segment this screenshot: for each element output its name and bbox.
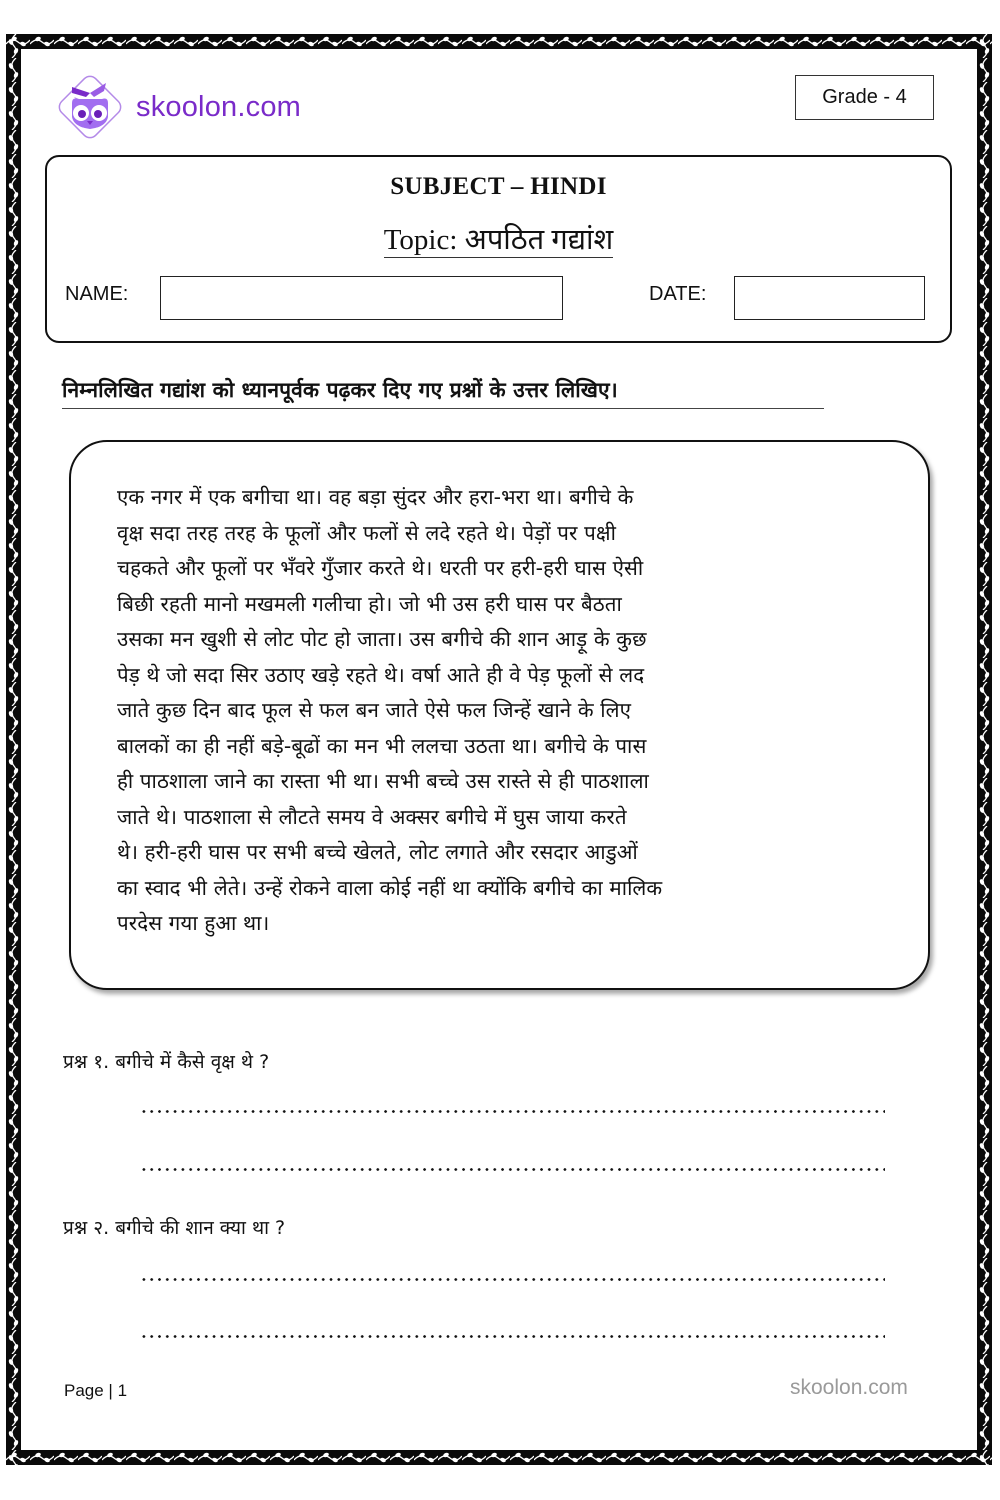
- passage-line: चहकते और फूलों पर भँवरे गुँजार करते थे। धरती पर हरी-हरी घास ऐसी: [117, 556, 644, 580]
- passage-box: [69, 440, 930, 990]
- answer-line-1a[interactable]: [140, 1110, 885, 1114]
- passage-line: एक नगर में एक बगीचा था। वह बड़ा सुंदर और हरा-भरा था। बगीचे के: [117, 485, 634, 509]
- name-label: NAME:: [65, 283, 129, 305]
- date-field[interactable]: [734, 276, 925, 320]
- name-field[interactable]: [160, 276, 563, 320]
- passage-line: थे। हरी-हरी घास पर सभी बच्चे खेलते, लोट लगाते और रसदार आडुओं: [117, 840, 638, 864]
- question-2: प्रश्न २. बगीचे की शान क्या था ?: [63, 1217, 286, 1239]
- grade-badge: Grade - 4: [795, 75, 934, 120]
- owl-logo-icon: [50, 67, 130, 147]
- passage-line: वृक्ष सदा तरह तरह के फूलों और फलों से लदे रहते थे। पेड़ों पर पक्षी: [117, 520, 616, 545]
- page-number: Page | 1: [64, 1381, 128, 1400]
- passage-line: बिछी रहती मानो मखमली गलीचा हो। जो भी उस हरी घास पर बैठता: [117, 591, 622, 616]
- answer-line-2a[interactable]: [140, 1278, 885, 1282]
- vine-border-bottom: [6, 1450, 992, 1465]
- subject-title: SUBJECT – HINDI: [390, 173, 607, 200]
- passage-line: परदेस गया हुआ था।: [117, 911, 270, 935]
- answer-line-1b[interactable]: [140, 1168, 885, 1172]
- question-1: प्रश्न १. बगीचे में कैसे वृक्ष थे ?: [63, 1051, 270, 1073]
- passage-text: [117, 480, 897, 942]
- passage-line: उसका मन खुशी से लोट पोट हो जाता। उस बगीचे की शान आड़ू के कुछ: [117, 627, 647, 651]
- worksheet-header: [45, 155, 952, 343]
- vine-border-right: [977, 34, 992, 1465]
- vine-border-left: [6, 34, 21, 1465]
- instruction-heading: निम्नलिखित गद्यांश को ध्यानपूर्वक पढ़कर दिए गए प्रश्नों के उत्तर लिखिए।: [62, 376, 824, 409]
- topic-text: Topic: अपठित गद्यांश: [383, 224, 614, 256]
- skoolon-logo[interactable]: [50, 66, 320, 148]
- answer-line-2b[interactable]: [140, 1335, 885, 1339]
- logo-site-name: skoolon.com: [136, 90, 301, 123]
- passage-line: जाते कुछ दिन बाद फूल से फल बन जाते ऐसे फल जिन्हें खाने के लिए: [117, 698, 632, 722]
- vine-border-top: [6, 34, 992, 49]
- topic-title: [47, 219, 950, 258]
- passage-line: बालकों का ही नहीं बड़े-बूढों का मन भी ललचा उठता था। बगीचे के पास: [117, 733, 647, 758]
- passage-line: जाते थे। पाठशाला से लौटते समय वे अक्सर बगीचे में घुस जाया करते: [117, 804, 627, 829]
- date-label: DATE:: [649, 283, 707, 305]
- passage-line: पेड़ थे जो सदा सिर उठाए खड़े रहते थे। वर्षा आते ही वे पेड़ फूलों से लद: [117, 662, 645, 687]
- passage-line: का स्वाद भी लेते। उन्हें रोकने वाला कोई नहीं था क्योंकि बगीचे का मालिक: [117, 875, 663, 900]
- footer-site-name: skoolon.com: [790, 1376, 908, 1399]
- passage-line: ही पाठशाला जाने का रास्ता भी था। सभी बच्चे उस रास्ते से ही पाठशाला: [117, 769, 649, 793]
